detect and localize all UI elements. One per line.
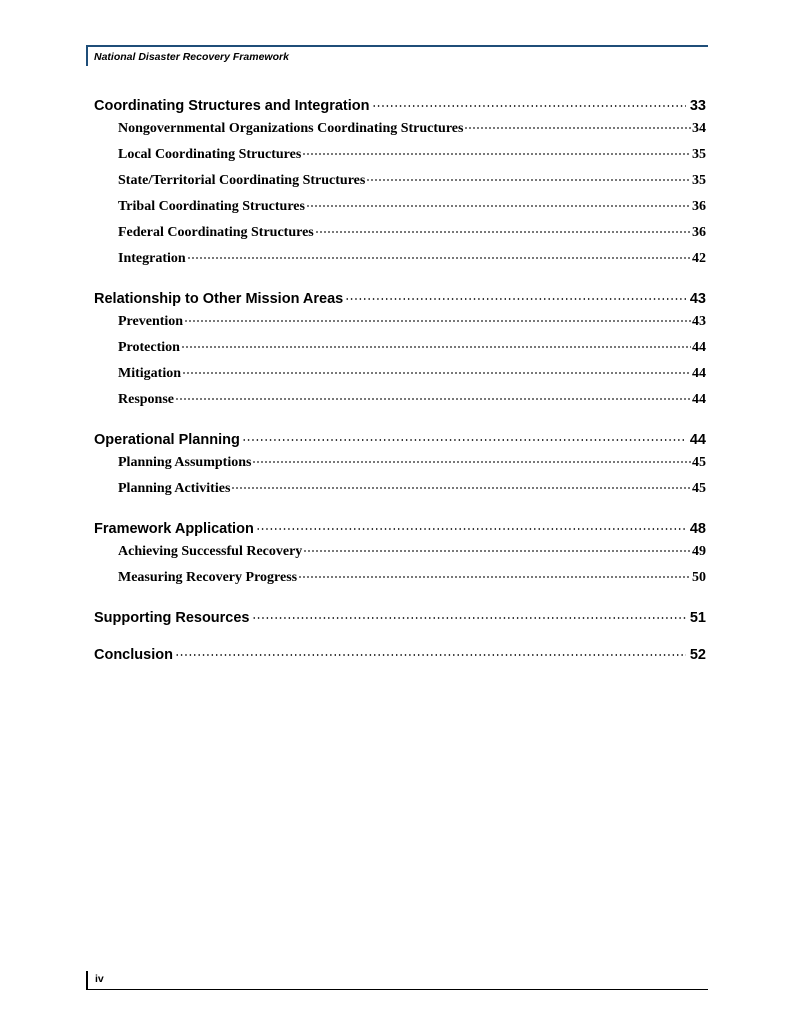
dot-leader [175, 386, 691, 403]
toc-subsection-entry[interactable] [94, 564, 706, 590]
toc-subsection-page: 45 [692, 480, 706, 496]
toc-subsection-page: 34 [692, 120, 706, 136]
toc-subsection-page: 49 [692, 543, 706, 559]
toc-subsection-page: 35 [692, 146, 706, 162]
toc-subsection-page: 36 [692, 198, 706, 214]
dot-leader [187, 245, 691, 262]
toc-section-title: Conclusion [94, 647, 173, 664]
toc-subsection-entry[interactable] [94, 308, 706, 334]
dot-leader [182, 360, 691, 377]
toc-subsection-entry[interactable] [94, 449, 706, 475]
toc-section [94, 642, 706, 664]
toc-section-entry[interactable] [94, 93, 706, 115]
toc-subsection-title: Mitigation [118, 365, 181, 381]
toc-section [94, 93, 706, 271]
toc-section-title: Coordinating Structures and Integration [94, 98, 370, 115]
toc-subsection-entry[interactable] [94, 167, 706, 193]
toc-subsection-page: 44 [692, 391, 706, 407]
toc-section-title: Operational Planning [94, 432, 240, 449]
toc-section-page: 51 [689, 610, 706, 627]
toc-subsection-title: Measuring Recovery Progress [118, 569, 298, 585]
toc-section-page: 33 [689, 98, 706, 115]
toc-section-page: 43 [689, 291, 706, 308]
toc-subsection-title: Response [118, 391, 175, 407]
dot-leader [302, 141, 691, 158]
toc-section-page: 48 [689, 521, 706, 538]
toc-section-page: 52 [689, 647, 706, 664]
dot-leader [366, 167, 691, 184]
toc-subsection-page: 43 [692, 313, 706, 329]
toc-subsection-entry[interactable] [94, 360, 706, 386]
page-header [86, 45, 708, 67]
toc-section-entry[interactable] [94, 605, 706, 627]
toc-section-entry[interactable] [94, 286, 706, 308]
dot-leader [252, 605, 686, 622]
toc-subsection-entry[interactable] [94, 219, 706, 245]
toc-subsection-title: Protection [118, 339, 180, 355]
toc-subsection-page: 50 [692, 569, 706, 585]
dot-leader [315, 219, 691, 236]
toc-subsection-entry[interactable] [94, 193, 706, 219]
toc-section-title: Framework Application [94, 521, 254, 538]
toc-subsection-title: Integration [118, 250, 186, 266]
document-title: National Disaster Recovery Framework [94, 51, 289, 63]
toc-section [94, 605, 706, 627]
page-footer [86, 971, 708, 990]
toc-subsection-entry[interactable] [94, 538, 706, 564]
dot-leader [345, 286, 686, 303]
toc-section-entry[interactable] [94, 427, 706, 449]
toc-section [94, 427, 706, 501]
toc-subsection-page: 36 [692, 224, 706, 240]
toc-subsection-page: 44 [692, 339, 706, 355]
toc-subsection-title: Nongovernmental Organizations Coordinating Structures [118, 120, 464, 136]
toc-subsection-entry[interactable] [94, 475, 706, 501]
toc-subsection-entry[interactable] [94, 386, 706, 412]
dot-leader [303, 538, 691, 555]
toc-subsection-page: 35 [692, 172, 706, 188]
toc-section-page: 44 [689, 432, 706, 449]
dot-leader [231, 475, 691, 492]
dot-leader [252, 449, 691, 466]
table-of-contents [94, 93, 706, 679]
toc-subsection-title: Achieving Successful Recovery [118, 543, 303, 559]
toc-subsection-entry[interactable] [94, 334, 706, 360]
toc-subsection-entry[interactable] [94, 141, 706, 167]
toc-subsection-page: 44 [692, 365, 706, 381]
toc-subsection-title: Planning Activities [118, 480, 231, 496]
dot-leader [464, 115, 691, 132]
toc-subsection-title: Prevention [118, 313, 184, 329]
toc-subsection-entry[interactable] [94, 115, 706, 141]
toc-section-entry[interactable] [94, 642, 706, 664]
dot-leader [306, 193, 691, 210]
toc-section-entry[interactable] [94, 516, 706, 538]
page-number: iv [95, 973, 104, 985]
toc-section-title: Supporting Resources [94, 610, 250, 627]
header-rule-tick [86, 47, 88, 66]
toc-subsection-entry[interactable] [94, 245, 706, 271]
toc-subsection-title: Local Coordinating Structures [118, 146, 302, 162]
dot-leader [175, 642, 686, 659]
dot-leader [372, 93, 686, 110]
dot-leader [242, 427, 686, 444]
toc-section [94, 516, 706, 590]
footer-rule-tick [86, 971, 88, 989]
toc-subsection-page: 45 [692, 454, 706, 470]
dot-leader [184, 308, 691, 325]
dot-leader [298, 564, 691, 581]
toc-section-title: Relationship to Other Mission Areas [94, 291, 344, 308]
toc-subsection-title: State/Territorial Coordinating Structures [118, 172, 366, 188]
dot-leader [256, 516, 686, 533]
dot-leader [181, 334, 691, 351]
toc-subsection-title: Planning Assumptions [118, 454, 252, 470]
toc-section [94, 286, 706, 412]
toc-subsection-title: Federal Coordinating Structures [118, 224, 314, 240]
toc-subsection-title: Tribal Coordinating Structures [118, 198, 305, 214]
toc-subsection-page: 42 [692, 250, 706, 266]
